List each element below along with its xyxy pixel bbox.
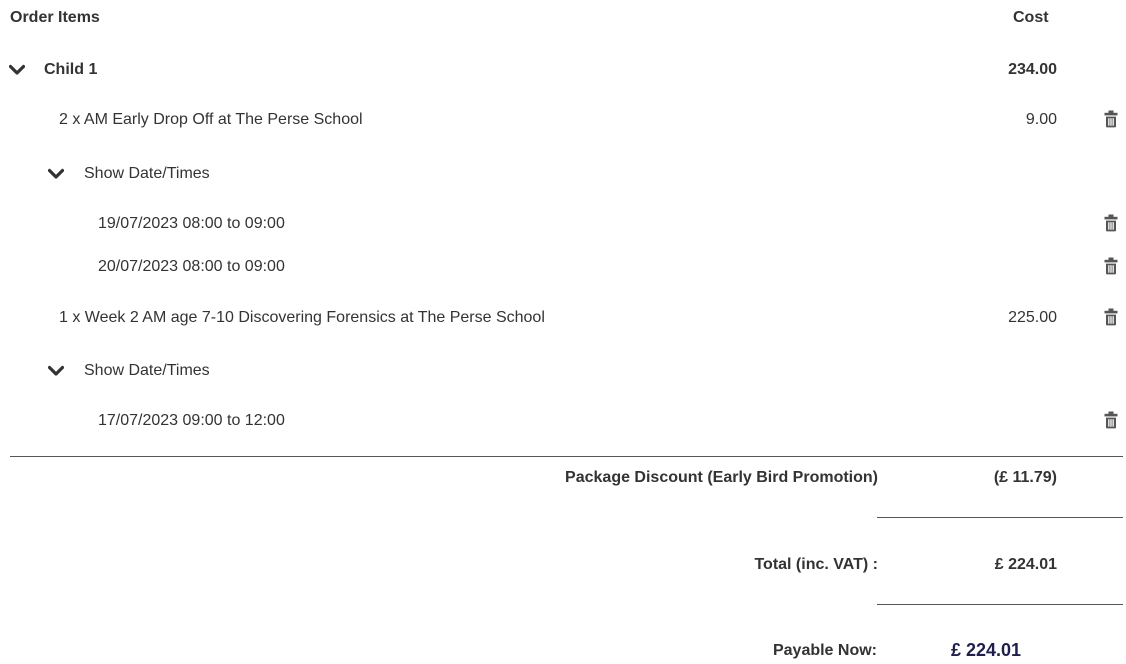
payable-value: £ 224.01 bbox=[951, 640, 1022, 660]
show-date-times-toggle[interactable]: Show Date/Times bbox=[84, 362, 210, 379]
cost-header: Cost bbox=[1013, 9, 1049, 26]
total-label: Total (inc. VAT) : bbox=[754, 556, 878, 573]
chevron-down-icon[interactable] bbox=[48, 168, 64, 180]
date-time-entry: 20/07/2023 08:00 to 09:00 bbox=[98, 258, 285, 275]
order-item-title: 1 x Week 2 AM age 7-10 Discovering Forensics at The Perse School bbox=[59, 309, 545, 326]
total-divider bbox=[877, 604, 1123, 605]
child-subtotal: 234.00 bbox=[1008, 61, 1057, 78]
discount-label: Package Discount (Early Bird Promotion) bbox=[565, 469, 878, 486]
payable-label: Payable Now: bbox=[772, 642, 877, 659]
order-item-cost: 9.00 bbox=[1025, 111, 1057, 128]
child-name[interactable]: Child 1 bbox=[44, 61, 98, 78]
child-collapse-chevron-icon[interactable] bbox=[9, 64, 25, 76]
trash-icon[interactable] bbox=[1104, 308, 1118, 326]
discount-divider bbox=[877, 517, 1123, 518]
order-item-title: 2 x AM Early Drop Off at The Perse School bbox=[59, 111, 363, 128]
date-time-entry: 17/07/2023 09:00 to 12:00 bbox=[98, 412, 285, 429]
order-item-cost: 225.00 bbox=[1008, 309, 1057, 326]
trash-icon[interactable] bbox=[1104, 214, 1118, 232]
show-date-times-toggle[interactable]: Show Date/Times bbox=[84, 165, 210, 182]
trash-icon[interactable] bbox=[1104, 257, 1118, 275]
order-items-header: Order Items bbox=[10, 9, 100, 26]
chevron-down-icon[interactable] bbox=[48, 365, 64, 377]
items-divider bbox=[10, 456, 1123, 457]
total-value: £ 224.01 bbox=[994, 556, 1057, 573]
trash-icon[interactable] bbox=[1104, 110, 1118, 128]
date-time-entry: 19/07/2023 08:00 to 09:00 bbox=[98, 215, 285, 232]
trash-icon[interactable] bbox=[1104, 411, 1118, 429]
discount-value: (£ 11.79) bbox=[993, 469, 1057, 486]
